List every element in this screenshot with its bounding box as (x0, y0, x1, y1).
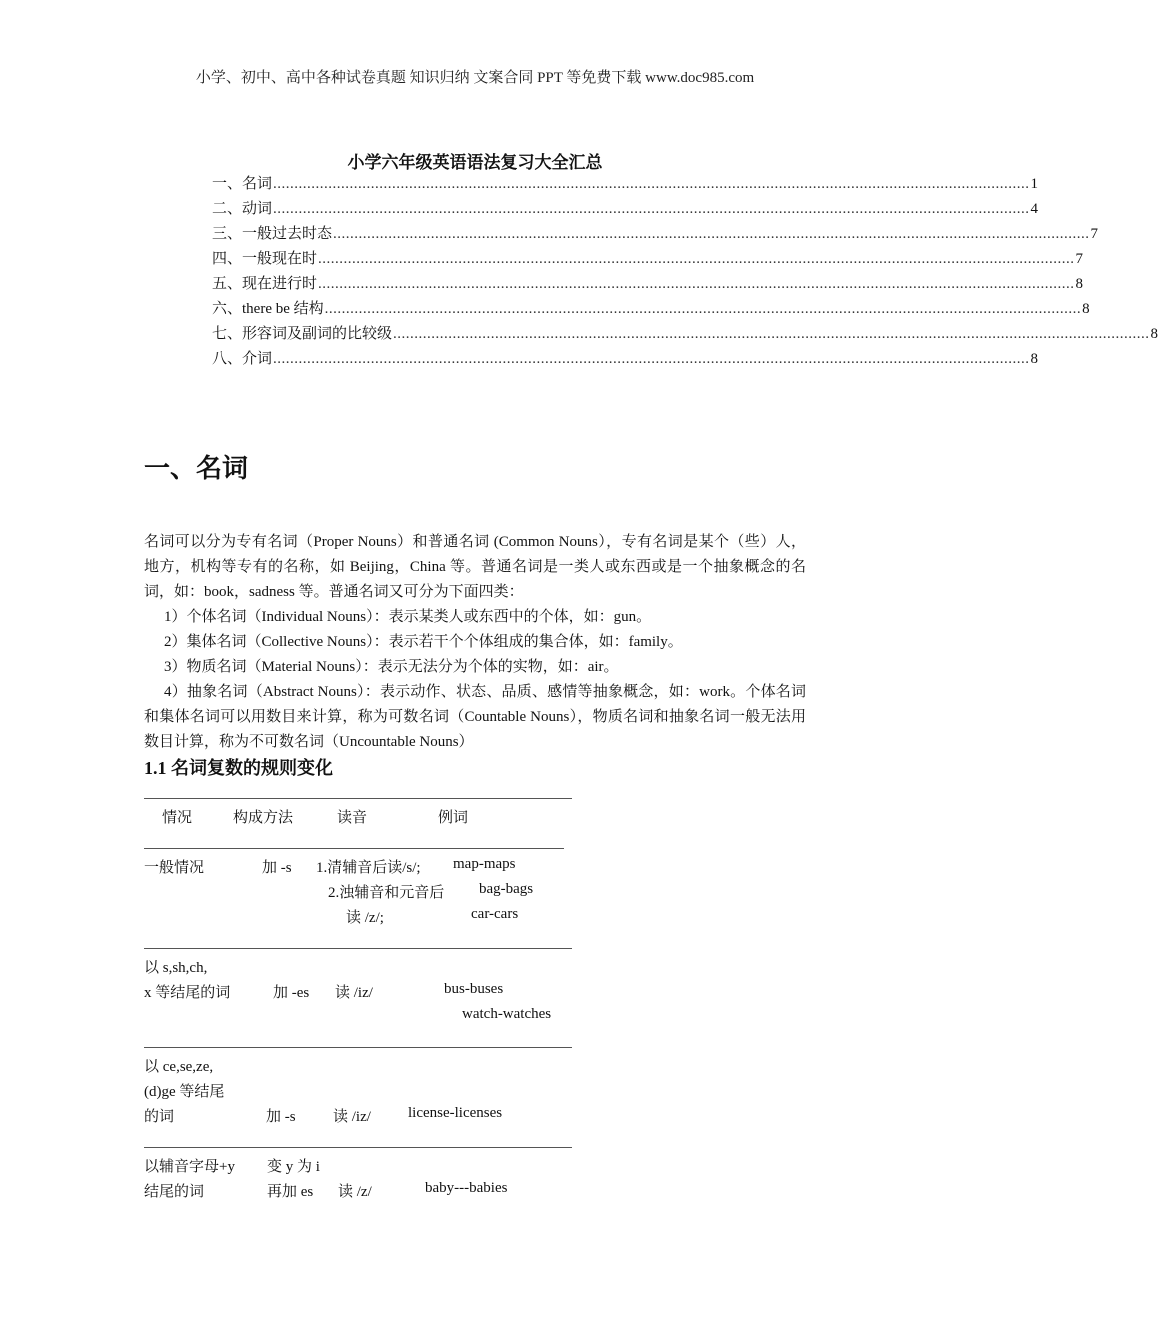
toc-entry[interactable] (212, 222, 1099, 247)
toc-leader: .................................................................................................................................................................................. (318, 276, 1075, 292)
toc-label: 二、动词 (212, 201, 273, 217)
table-cell-example: car-cars (471, 906, 519, 922)
table-cell-example: map-maps (453, 856, 516, 872)
table-cell-method: 加 -s (266, 1109, 296, 1125)
table-header: 构成方法 (233, 810, 294, 826)
table-of-contents (212, 172, 1158, 372)
table-cell-case: 以辅音字母+y (144, 1159, 235, 1175)
table-cell-pron: 读 /iz/ (335, 985, 373, 1001)
toc-page: 8 (1082, 301, 1090, 317)
toc-page: 4 (1030, 201, 1039, 217)
toc-label: 五、现在进行时 (212, 276, 318, 292)
toc-leader: .................................................................................................................................................................................. (318, 251, 1075, 267)
toc-page: 1 (1030, 176, 1039, 192)
toc-page: 7 (1090, 226, 1099, 242)
table-cell-pron: 读 /iz/ (333, 1109, 371, 1125)
toc-page: 8 (1075, 276, 1084, 292)
noun-type-item: 4）抽象名词（Abstract Nouns）：表示动作、状态、品质、感情等抽象概念，如：work。个体名词和集体名词可以用数目来计算，称为可数名词（Countable Nouns），物质名词和抽象名词一般无法用数目计算，称为不可数名词（Uncountable Nouns） (144, 684, 806, 750)
toc-leader: .................................................................................................................................................................................. (273, 201, 1030, 217)
table-header: 读音 (337, 810, 368, 826)
toc-entry[interactable] (212, 247, 1084, 272)
toc-leader: .................................................................................................................................................................................. (324, 301, 1082, 317)
toc-label: 七、形容词及副词的比较级 (212, 326, 393, 342)
toc-entry[interactable] (212, 297, 1090, 322)
toc-entry[interactable] (212, 322, 1158, 347)
table-cell-method: 加 -es (273, 985, 310, 1001)
toc-label: 三、一般过去时态 (212, 226, 333, 242)
noun-type-item: 2）集体名词（Collective Nouns）：表示若干个个体组成的集合体，如：family。 (164, 634, 683, 650)
table-cell-example: bus-buses (444, 981, 504, 997)
intro-paragraph: 名词可以分为专有名词（Proper Nouns）和普通名词 (Common Nouns），专有名词是某个（些）人，地方，机构等专有的名称，如 Beijing，China 等。普通名词是一类人或东西或是一个抽象概念的名词，如：book，sadness 等。普通名词又可分为下面四类： (144, 534, 806, 600)
toc-label: 八、介词 (212, 351, 273, 367)
table-rule (144, 848, 564, 849)
table-cell-case: x 等结尾的词 (144, 985, 231, 1001)
toc-page: 7 (1075, 251, 1084, 267)
toc-label: 六、there be 结构 (212, 301, 324, 317)
toc-entry[interactable] (212, 347, 1039, 372)
toc-label: 一、名词 (212, 176, 273, 192)
page-header-banner: 小学、初中、高中各种试卷真题 知识归纳 文案合同 PPT 等免费下载 www.doc985.com (195, 70, 755, 86)
table-rule (144, 948, 572, 949)
table-cell-case: (d)ge 等结尾 (144, 1084, 225, 1100)
table-cell-example: baby---babies (425, 1180, 508, 1196)
table-cell-pron: 读 /z/; (346, 910, 384, 926)
toc-entry[interactable] (212, 172, 1039, 197)
table-header: 情况 (162, 810, 193, 826)
toc-leader: .................................................................................................................................................................................. (273, 176, 1030, 192)
table-cell-case: 的词 (144, 1109, 175, 1125)
table-cell-method: 变 y 为 i (267, 1159, 320, 1175)
table-cell-case: 一般情况 (144, 860, 205, 876)
table-cell-pron: 2.浊辅音和元音后 (328, 885, 445, 901)
toc-entry[interactable] (212, 197, 1039, 222)
table-cell-pron: 读 /z/ (338, 1184, 372, 1200)
table-header: 例词 (438, 810, 469, 826)
table-rule (144, 798, 572, 799)
toc-page: 8 (1150, 326, 1158, 342)
table-cell-method: 再加 es (267, 1184, 314, 1200)
table-cell-method: 加 -s (262, 860, 292, 876)
toc-leader: .................................................................................................................................................................................. (273, 351, 1030, 367)
table-rule (144, 1147, 572, 1148)
subsection-heading: 1.1 名词复数的规则变化 (144, 758, 333, 778)
table-cell-pron: 1.清辅音后读/s/; (316, 860, 421, 876)
noun-type-item: 3）物质名词（Material Nouns）：表示无法分为个体的实物，如：air。 (164, 659, 619, 675)
table-cell-case: 以 ce,se,ze, (144, 1059, 214, 1075)
toc-leader: .................................................................................................................................................................................. (393, 326, 1150, 342)
toc-entry[interactable] (212, 272, 1084, 297)
table-cell-case: 结尾的词 (144, 1184, 205, 1200)
toc-page: 8 (1030, 351, 1039, 367)
noun-type-item: 1）个体名词（Individual Nouns）：表示某类人或东西中的个体，如：gun。 (164, 609, 652, 625)
table-cell-example: license-licenses (408, 1105, 503, 1121)
toc-leader: .................................................................................................................................................................................. (333, 226, 1090, 242)
section-heading: 一、名词 (144, 454, 249, 484)
table-cell-example: watch-watches (462, 1006, 552, 1022)
table-cell-example: bag-bags (479, 881, 534, 897)
document-title: 小学六年级英语语法复习大全汇总 (347, 153, 603, 172)
section-body (144, 530, 806, 755)
table-cell-case: 以 s,sh,ch, (144, 960, 208, 976)
toc-label: 四、一般现在时 (212, 251, 318, 267)
table-rule (144, 1047, 572, 1048)
